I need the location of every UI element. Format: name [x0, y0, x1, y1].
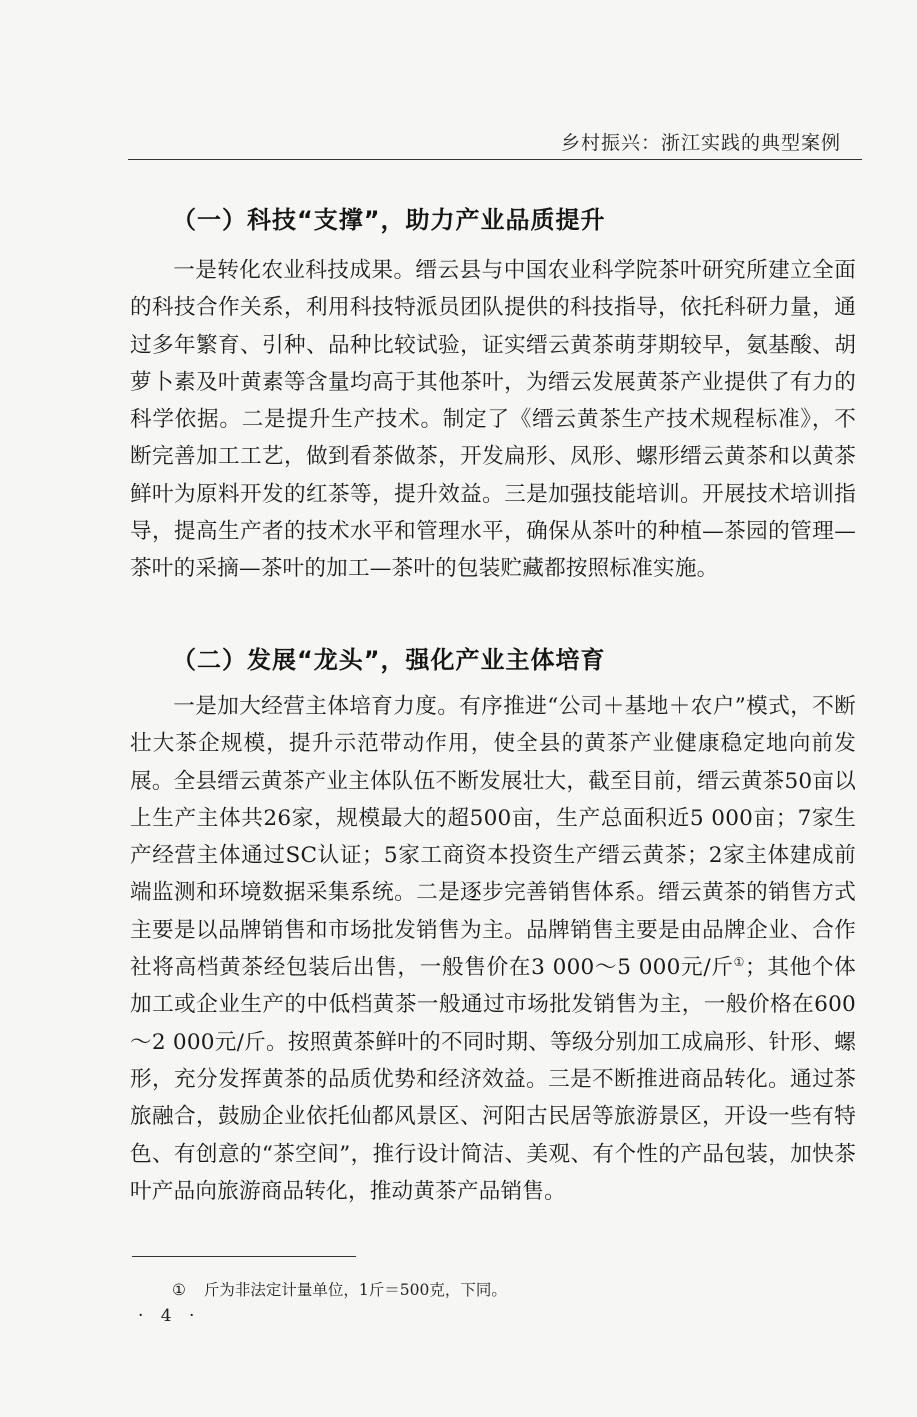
- section-2-paragraph-part-a: 一是加大经营主体培育力度。有序推进“公司＋基地＋农户”模式，不断壮大茶企规模，提升示范带动作用，使全县的黄茶产业健康稳定地向前发展。全县缙云黄茶产业主体队伍不断发展壮大，截至目前，缙云黄茶50亩以上生产主体共26家，规模最大的超500亩，生产总面积近5 000亩；7家生产经营主体通过SC认证；5家工商资本投资生产缙云黄茶；2家主体建成前端监测和环境数据采集系统。二是逐步完善销售体系。缙云黄茶的销售方式主要是以品牌销售和市场批发销售为主。品牌销售主要是由品牌企业、合作社将高档黄茶经包装后出售，一般售价在3 000～5 000元/斤: [130, 694, 856, 981]
- footnote: [172, 1278, 507, 1300]
- page-number: · 4 ·: [138, 1306, 201, 1326]
- footnote-rule: [132, 1256, 356, 1257]
- section-heading-2: （二）发展“龙头”，强化产业主体培育: [172, 646, 606, 674]
- footnote-mark: ①: [172, 1281, 186, 1299]
- section-2-paragraph: [130, 688, 856, 1210]
- running-head: 乡村振兴：浙江实践的典型案例: [560, 132, 841, 154]
- header-rule: [128, 159, 862, 160]
- section-2-paragraph-part-b: ；其他个体加工或企业生产的中低档黄茶一般通过市场批发销售为主，一般价格在600～2 000元/斤。按照黄茶鲜叶的不同时期、等级分别加工成扁形、针形、螺形，充分发挥黄茶的品质优势和经济效益。三是不断推进商品转化。通过茶旅融合，鼓励企业依托仙都风景区、河阳古民居等旅游景区，开设一些有特色、有创意的“茶空间”，推行设计简洁、美观、有个性的产品包装，加快茶叶产品向旅游商品转化，推动黄茶产品销售。: [130, 955, 856, 1204]
- section-1-paragraph: 一是转化农业科技成果。缙云县与中国农业科学院茶叶研究所建立全面的科技合作关系，利用科技特派员团队提供的科技指导，依托科研力量，通过多年繁育、引种、品种比较试验，证实缙云黄茶萌芽期较早，氨基酸、胡萝卜素及叶黄素等含量均高于其他茶叶，为缙云发展黄茶产业提供了有力的科学依据。二是提升生产技术。制定了《缙云黄茶生产技术规程标准》，不断完善加工工艺，做到看茶做茶，开发扁形、凤形、螺形缙云黄茶和以黄茶鲜叶为原料开发的红茶等，提升效益。三是加强技能培训。开展技术培训指导，提高生产者的技术水平和管理水平，确保从茶叶的种植—茶园的管理—茶叶的采摘—茶叶的加工—茶叶的包装贮藏都按照标准实施。: [130, 258, 856, 582]
- footnote-reference[interactable]: ①: [733, 954, 746, 969]
- footnote-text: 斤为非法定计量单位，1斤＝500克，下同。: [203, 1281, 507, 1299]
- section-heading-1: （一）科技“支撑”，助力产业品质提升: [172, 206, 606, 234]
